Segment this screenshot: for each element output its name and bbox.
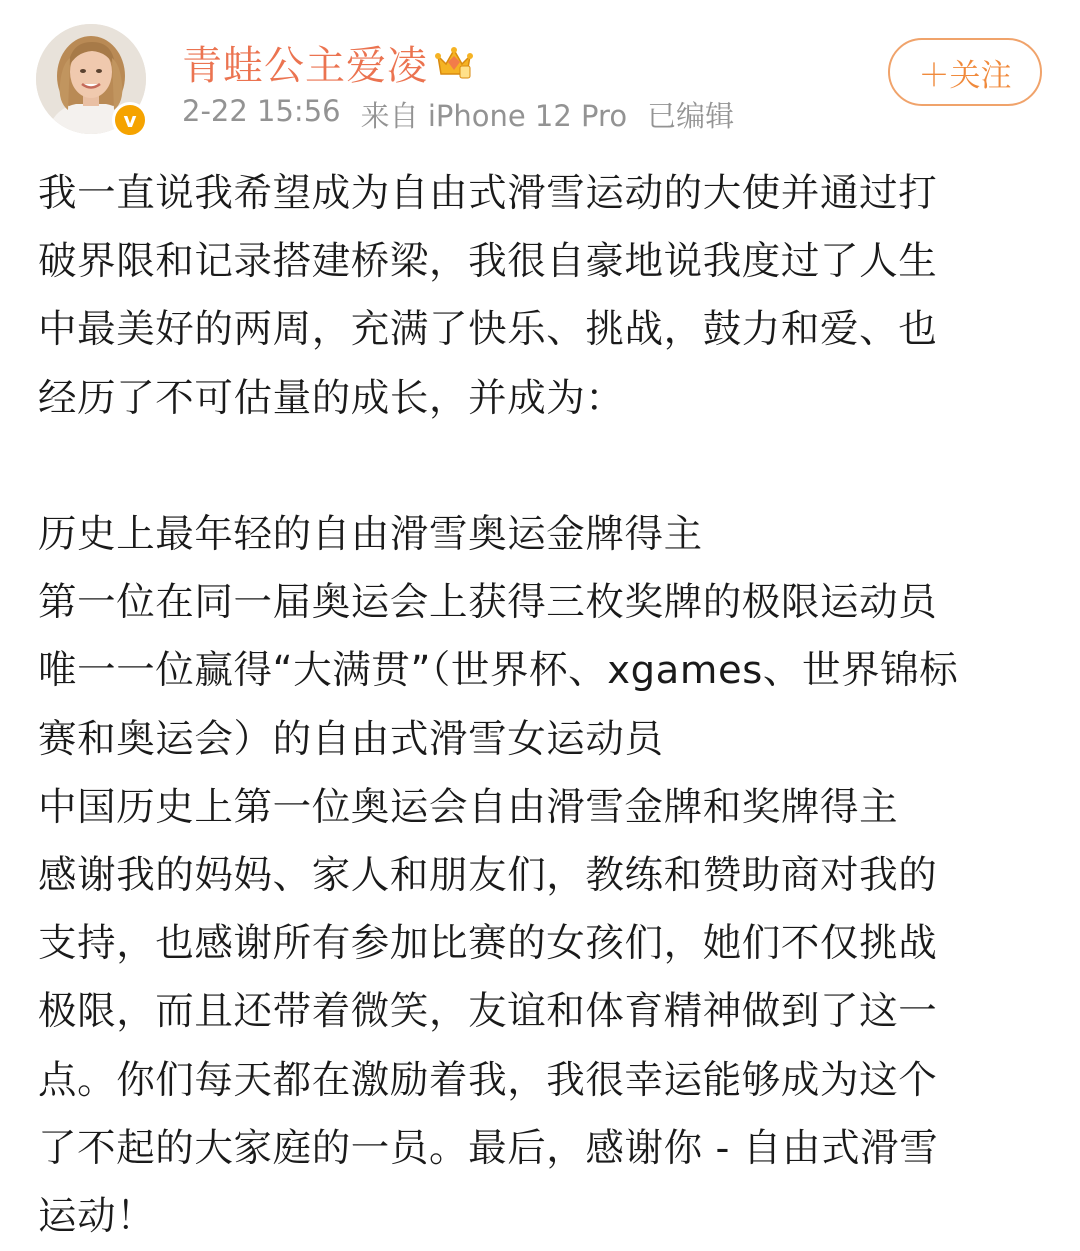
content-line: 感谢我的妈妈、家人和朋友们，教练和赞助商对我的 — [38, 853, 938, 899]
content-line: 点。你们每天都在激励着我，我很幸运能够成为这个 — [38, 1057, 938, 1103]
content-line: 支持，也感谢所有参加比赛的女孩们，她们不仅挑战 — [38, 921, 938, 967]
post-meta — [182, 94, 734, 135]
content-line: 经历了不可估量的成长，并成为： — [38, 375, 625, 421]
post-time: 2-22 15:56 — [182, 94, 341, 128]
author-row — [182, 34, 474, 90]
follow-button[interactable]: ＋关注 — [888, 38, 1042, 106]
avatar[interactable] — [36, 24, 146, 134]
content-line: 第一位在同一届奥运会上获得三枚奖牌的极限运动员 — [38, 580, 938, 626]
edited-label[interactable]: 已编辑 — [647, 99, 735, 133]
content-line: 运动！ — [38, 1194, 156, 1240]
content-line: 唯一一位赢得“大满贯”（世界杯、xgames、世界锦标 — [38, 648, 959, 694]
content-line: 我一直说我希望成为自由式滑雪运动的大使并通过打 — [38, 171, 938, 216]
content-line: 极限，而且还带着微笑，友谊和体育精神做到了这一 — [38, 989, 938, 1035]
post-source[interactable]: 来自 iPhone 12 Pro — [360, 99, 628, 133]
content-line: 了不起的大家庭的一员。最后，感谢你 - 自由式滑雪 — [38, 1125, 939, 1171]
content-line: 赛和奥运会）的自由式滑雪女运动员 — [38, 716, 664, 762]
content-line: 破界限和记录搭建桥梁，我很自豪地说我度过了人生 — [38, 239, 938, 285]
content-line: 中国历史上第一位奥运会自由滑雪金牌和奖牌得主 — [38, 784, 899, 830]
username[interactable]: 青蛙公主爱凌 — [182, 42, 428, 89]
vip-crown-icon[interactable] — [434, 42, 474, 82]
content-blank-line — [38, 433, 1048, 501]
content-line: 中最美好的两周，充满了快乐、挑战，鼓力和爱、也 — [38, 307, 938, 353]
verified-badge-symbol: v — [123, 108, 137, 132]
content-line: 历史上最年轻的自由滑雪奥运金牌得主 — [38, 512, 703, 557]
verified-badge-icon — [112, 102, 148, 138]
post-content — [38, 160, 1048, 1251]
